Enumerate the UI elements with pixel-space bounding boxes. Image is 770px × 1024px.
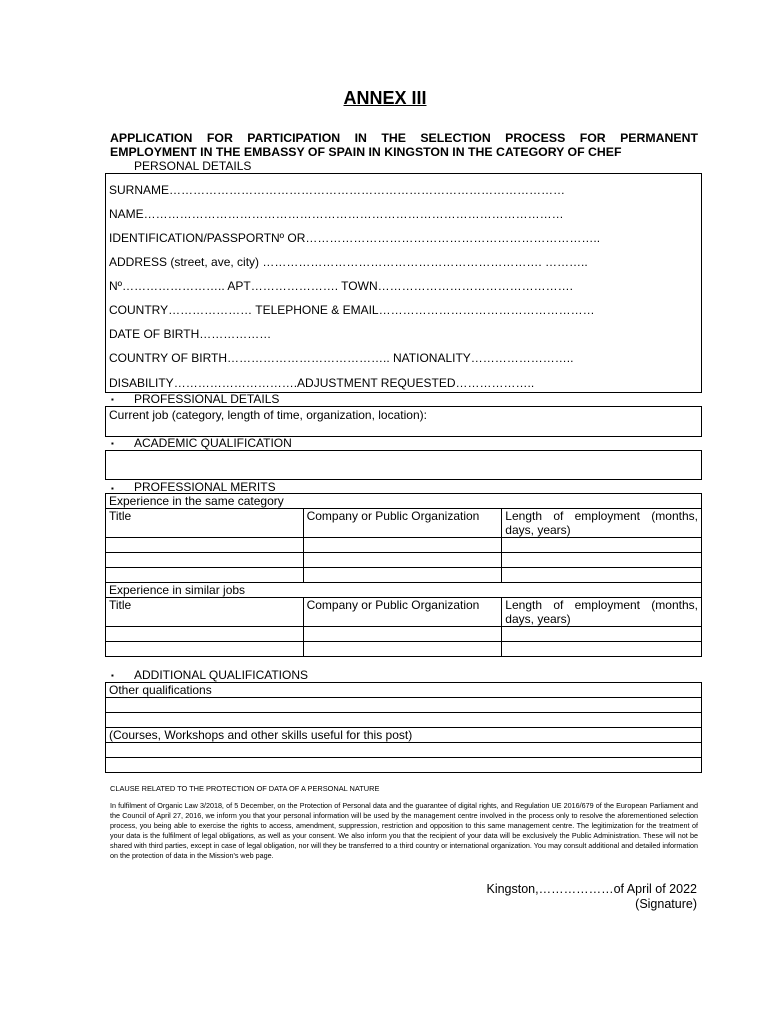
table-cell[interactable]	[106, 642, 304, 657]
table-cell[interactable]	[502, 627, 702, 642]
document-title: ANNEX III	[343, 88, 427, 108]
table-cell[interactable]	[106, 743, 702, 758]
table-row	[106, 713, 702, 728]
table-cell[interactable]	[502, 538, 702, 553]
signature-label: (Signature)	[635, 897, 697, 911]
country-of-birth-nationality-field[interactable]: COUNTRY OF BIRTH………………………………….. NATIONALITY……………………..	[109, 351, 574, 365]
table-cell[interactable]	[502, 642, 702, 657]
column-length: Length of employment (months, days, years)	[502, 598, 702, 627]
table-cell[interactable]	[502, 553, 702, 568]
additional-qualifications-table	[105, 682, 702, 773]
bullet-icon: ▪	[111, 395, 114, 404]
table-cell[interactable]	[303, 627, 502, 642]
country-telephone-email-field[interactable]: COUNTRY………………… TELEPHONE & EMAIL………………………………………………	[109, 303, 595, 317]
table-cell[interactable]	[106, 713, 702, 728]
table-row	[106, 758, 702, 773]
table-cell[interactable]	[106, 698, 702, 713]
table-row	[106, 627, 702, 642]
column-title: Title	[106, 598, 304, 627]
application-title: APPLICATION FOR PARTICIPATION IN THE SELECTION PROCESS FOR PERMANENT EMPLOYMENT IN THE EMBASSY OF SPAIN IN KINGSTON IN THE CATEGORY OF CHEF	[110, 131, 698, 159]
column-length: Length of employment (months, days, years)	[502, 509, 702, 538]
table-cell[interactable]	[106, 627, 304, 642]
table-cell[interactable]	[106, 758, 702, 773]
name-field[interactable]: NAME……………………………………………………………………………………………	[109, 207, 564, 221]
table-row	[106, 568, 702, 583]
other-qualifications-label: Other qualifications	[106, 683, 702, 698]
clause-heading: CLAUSE RELATED TO THE PROTECTION OF DATA OF A PERSONAL NATURE	[110, 784, 380, 793]
column-company: Company or Public Organization	[303, 509, 502, 538]
current-job-label: Current job (category, length of time, organization, location):	[109, 408, 427, 422]
bullet-icon: ▪	[111, 671, 114, 680]
table-row	[106, 553, 702, 568]
professional-merits-heading: PROFESSIONAL MERITS	[134, 480, 276, 494]
table-cell[interactable]	[303, 538, 502, 553]
table-row	[106, 642, 702, 657]
disability-adjustment-field[interactable]: DISABILITY………………………….ADJUSTMENT REQUESTED………………..	[109, 376, 535, 390]
same-category-label: Experience in the same category	[106, 494, 702, 509]
table-row	[106, 538, 702, 553]
personal-details-heading: PERSONAL DETAILS	[134, 159, 252, 173]
table-cell[interactable]	[502, 568, 702, 583]
table-row	[106, 698, 702, 713]
date-of-birth-field[interactable]: DATE OF BIRTH………………	[109, 327, 272, 341]
similar-jobs-label: Experience in similar jobs	[106, 583, 702, 598]
table-cell[interactable]	[303, 642, 502, 657]
bullet-icon: ▪	[111, 484, 114, 493]
address-field[interactable]: ADDRESS (street, ave, city) ……………………………………………………………. ………..	[109, 255, 588, 269]
table-cell[interactable]	[303, 568, 502, 583]
academic-qualification-box[interactable]	[105, 450, 702, 480]
clause-body: In fulfilment of Organic Law 3/2018, of 5 December, on the Protection of Personal data and the guarantee of digital rights, and Regulation UE 2016/679 of the European Parliament and the Council of April 27, 2016, we inform you that your personal information will be used by the management centre involved in the process only to resolve the aforementioned selection process, you being able to exercise the rights to access, amendment, suppression, restriction and opposition to this same management centre. The legitimization for the treatment of your data is the fulfilment of legal obligations, as well as your consent. We also inform you that the recipient of your data will be exclusively the Public Administration. These will not be shared with third parties, except in case of legal obligation, nor will they be transferred to a third country or international organization. You may consult additional and detailed information on the protection of data in the Mission's web page.	[110, 801, 698, 860]
column-title: Title	[106, 509, 304, 538]
table-cell[interactable]	[106, 538, 304, 553]
place-date-line[interactable]: Kingston,………………of April of 2022	[486, 882, 697, 896]
additional-qualifications-heading: ADDITIONAL QUALIFICATIONS	[134, 668, 309, 682]
courses-label: (Courses, Workshops and other skills useful for this post)	[106, 728, 702, 743]
bullet-icon: ▪	[111, 439, 114, 448]
professional-details-heading: PROFESSIONAL DETAILS	[134, 392, 280, 406]
merits-same-category-table	[105, 493, 702, 657]
table-cell[interactable]	[106, 553, 304, 568]
table-cell[interactable]	[303, 553, 502, 568]
identification-field[interactable]: IDENTIFICATION/PASSPORTNº OR………………………………………………………………..	[109, 231, 601, 245]
surname-field[interactable]: SURNAME………………………………………………………………………………………	[109, 183, 566, 197]
academic-qualification-heading: ACADEMIC QUALIFICATION	[134, 436, 292, 450]
number-apt-town-field[interactable]: Nº…………………….. APT…………………. TOWN………………………………………….	[109, 279, 573, 293]
table-row	[106, 743, 702, 758]
table-cell[interactable]	[106, 568, 304, 583]
column-company: Company or Public Organization	[303, 598, 502, 627]
